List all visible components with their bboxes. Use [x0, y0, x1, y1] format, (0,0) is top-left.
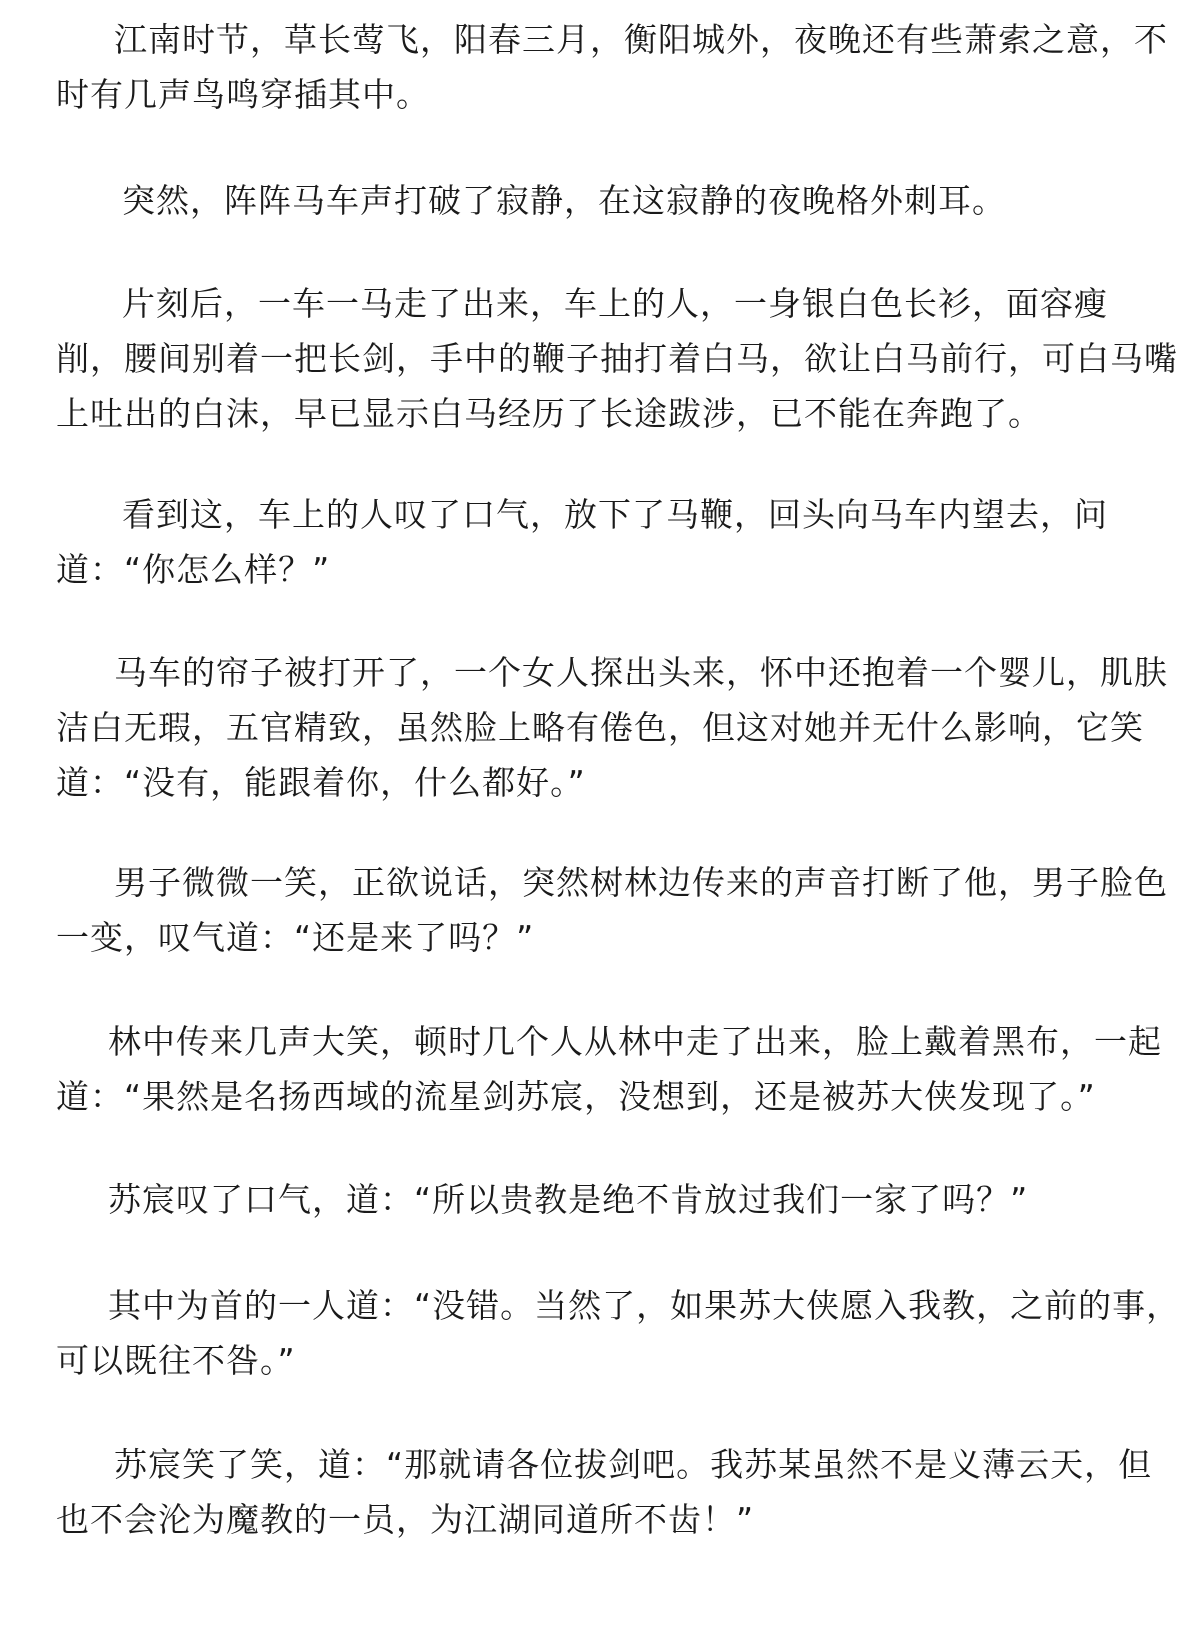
paragraph-line: 道：“果然是名扬西域的流星剑苏宸，没想到，还是被苏大侠发现了。”	[56, 1077, 1096, 1116]
paragraph-10	[56, 1437, 1153, 1547]
paragraph-line: 片刻后，一车一马走了出来，车上的人，一身银白色长衫，面容瘦	[122, 284, 1108, 323]
paragraph-line: 男子微微一笑，正欲说话，突然树林边传来的声音打断了他，男子脸色	[114, 863, 1168, 902]
paragraph-line: 江南时节，草长莺飞，阳春三月，衡阳城外，夜晚还有些萧索之意，不	[114, 20, 1168, 59]
paragraph-line: 看到这，车上的人叹了口气，放下了马鞭，回头向马车内望去，问	[122, 495, 1108, 534]
paragraph-6	[56, 855, 1168, 965]
paragraph-line: 削，腰间别着一把长剑，手中的鞭子抽打着白马，欲让白马前行，可白马嘴	[56, 339, 1178, 378]
paragraph-5	[56, 645, 1168, 810]
paragraph-line: 上吐出的白沫，早已显示白马经历了长途跋涉，已不能在奔跑了。	[56, 394, 1042, 433]
paragraph-8	[56, 1172, 1146, 1227]
paragraph-4	[56, 487, 1146, 597]
paragraph-line: 时有几声鸟鸣穿插其中。	[56, 75, 430, 114]
paragraph-line: 林中传来几声大笑，顿时几个人从林中走了出来，脸上戴着黑布，一起	[108, 1022, 1162, 1061]
paragraph-3	[56, 276, 1178, 441]
paragraph-line: 洁白无瑕，五官精致，虽然脸上略有倦色，但这对她并无什么影响，它笑	[56, 708, 1144, 747]
paragraph-line: 突然，阵阵马车声打破了寂静，在这寂静的夜晚格外刺耳。	[122, 181, 1006, 220]
paragraph-line: 苏宸叹了口气，道：“所以贵教是绝不肯放过我们一家了吗？”	[108, 1180, 1029, 1219]
paragraph-line: 一变，叹气道：“还是来了吗？”	[56, 918, 535, 957]
paragraph-line: 苏宸笑了笑，道：“那就请各位拔剑吧。我苏某虽然不是义薄云天，但	[114, 1445, 1153, 1484]
paragraph-line: 道：“没有，能跟着你，什么都好。”	[56, 763, 586, 802]
paragraph-1	[56, 12, 1168, 122]
paragraph-line: 马车的帘子被打开了，一个女人探出头来，怀中还抱着一个婴儿，肌肤	[114, 653, 1168, 692]
paragraph-9	[56, 1278, 1181, 1388]
paragraph-line: 道：“你怎么样？”	[56, 550, 331, 589]
paragraph-line: 也不会沦为魔教的一员，为江湖同道所不齿！”	[56, 1500, 755, 1539]
paragraph-line: 可以既往不咎。”	[56, 1341, 296, 1380]
paragraph-line: 其中为首的一人道：“没错。当然了，如果苏大侠愿入我教，之前的事，	[108, 1286, 1181, 1325]
paragraph-2	[56, 173, 1146, 228]
paragraph-7	[56, 1014, 1162, 1124]
